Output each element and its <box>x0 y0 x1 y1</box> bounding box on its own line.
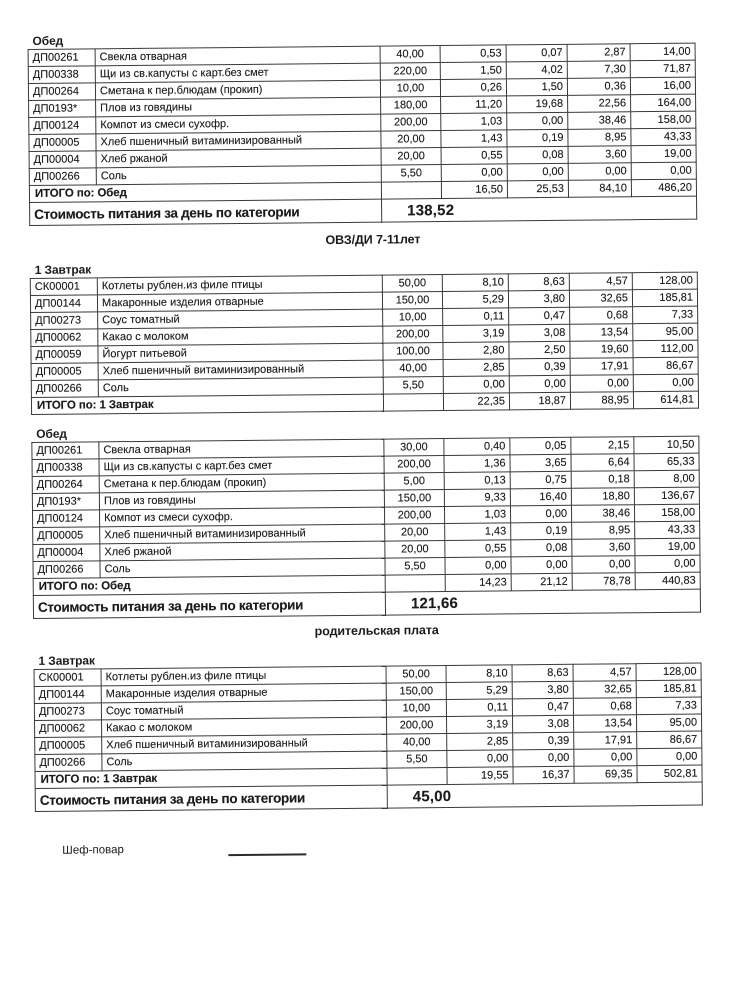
item-value: 0,55 <box>441 147 507 165</box>
document-content <box>27 28 705 858</box>
item-value: 1,03 <box>444 506 510 524</box>
total-value: 25,53 <box>507 180 568 198</box>
item-value: 19,68 <box>507 95 568 113</box>
item-name: Компот из смеси сухофр. <box>96 114 381 134</box>
item-name: Котлеты рублен.из филе птицы <box>97 275 382 295</box>
item-qty: 40,00 <box>387 734 447 752</box>
item-value: 0,75 <box>510 471 571 489</box>
item-value: 0,00 <box>509 375 570 393</box>
item-value: 32,65 <box>569 290 632 308</box>
item-value: 0,00 <box>633 374 698 392</box>
total-qty-empty <box>383 394 443 412</box>
item-value: 2,15 <box>571 437 634 455</box>
item-qty: 150,00 <box>382 292 442 310</box>
item-value: 18,80 <box>571 488 634 506</box>
item-value: 65,33 <box>634 453 699 471</box>
item-value: 164,00 <box>631 94 696 112</box>
item-value: 2,85 <box>443 359 509 377</box>
item-code: ДП00261 <box>32 442 99 460</box>
item-qty: 100,00 <box>383 343 443 361</box>
daily-cost-label: Стоимость питания за день по категории <box>30 199 382 225</box>
item-value: 1,50 <box>506 78 567 96</box>
meal-section-title: 1 Завтрак <box>34 262 92 277</box>
item-name: Соль <box>100 558 385 578</box>
item-value: 16,40 <box>510 488 571 506</box>
signature-line <box>228 842 306 856</box>
menu-section-lunch-ovz <box>31 421 703 619</box>
item-code: СК00001 <box>30 278 97 296</box>
item-value: 0,13 <box>444 472 510 490</box>
item-name: Компот из смеси сухофр. <box>99 507 384 527</box>
item-value: 0,00 <box>574 749 637 767</box>
item-qty: 30,00 <box>384 439 444 457</box>
item-value: 0,08 <box>507 146 568 164</box>
total-value: 440,83 <box>635 572 700 590</box>
item-code: ДП00124 <box>29 117 96 135</box>
item-value: 8,63 <box>512 664 573 682</box>
item-value: 10,50 <box>634 436 699 454</box>
item-value: 128,00 <box>632 272 697 290</box>
item-value: 0,00 <box>511 556 572 574</box>
category-header-parent-fee: родительская плата <box>314 623 439 639</box>
category-header-ovz: ОВЗ/ДИ 7-11лет <box>325 232 421 248</box>
item-value: 185,81 <box>632 289 697 307</box>
item-value: 0,00 <box>572 556 635 574</box>
item-code: ДП00144 <box>34 686 101 704</box>
item-value: 0,00 <box>445 557 511 575</box>
item-value: 158,00 <box>634 504 699 522</box>
total-qty-empty <box>385 575 445 593</box>
item-name: Плов из говядины <box>99 490 384 510</box>
item-value: 0,00 <box>443 376 509 394</box>
item-value: 9,33 <box>444 489 510 507</box>
item-name: Хлеб пшеничный витаминизированный <box>96 131 381 151</box>
item-value: 0,00 <box>570 375 633 393</box>
item-name: Хлеб пшеничный витаминизированный <box>102 734 387 754</box>
item-value: 0,00 <box>635 555 700 573</box>
item-qty: 180,00 <box>381 97 441 115</box>
item-value: 8,10 <box>446 665 512 683</box>
item-name: Щи из св.капусты с карт.без смет <box>95 63 380 83</box>
item-value: 3,65 <box>510 454 571 472</box>
item-name: Хлеб пшеничный витаминизированный <box>100 524 385 544</box>
item-name: Плов из говядины <box>96 97 381 117</box>
item-value: 14,00 <box>630 43 695 61</box>
item-value: 95,00 <box>636 714 701 732</box>
item-value: 3,19 <box>443 325 509 343</box>
item-value: 0,00 <box>510 505 571 523</box>
daily-cost-value: 121,66 <box>385 589 700 615</box>
item-value: 0,68 <box>570 307 633 325</box>
item-value: 32,65 <box>573 681 636 699</box>
item-value: 0,39 <box>513 732 574 750</box>
item-value: 1,43 <box>441 130 507 148</box>
item-code: ДП0193* <box>29 100 96 118</box>
item-value: 1,43 <box>445 523 511 541</box>
item-value: 7,33 <box>636 697 701 715</box>
item-code: ДП0193* <box>32 493 99 511</box>
item-name: Щи из св.капусты с карт.без смет <box>99 456 384 476</box>
item-value: 3,80 <box>512 681 573 699</box>
item-value: 16,00 <box>630 77 695 95</box>
total-value: 614,81 <box>633 391 698 409</box>
total-value: 21,12 <box>511 573 572 591</box>
item-code: СК00001 <box>34 669 101 687</box>
item-code: ДП00005 <box>31 363 98 381</box>
item-qty: 40,00 <box>383 360 443 378</box>
item-value: 17,91 <box>570 358 633 376</box>
total-value: 69,35 <box>574 766 637 784</box>
item-value: 0,19 <box>507 129 568 147</box>
item-code: ДП00124 <box>32 510 99 528</box>
item-value: 0,36 <box>567 78 630 96</box>
total-label: ИТОГО по: 1 Завтрак <box>35 768 387 788</box>
item-value: 22,56 <box>568 95 631 113</box>
item-value: 19,60 <box>570 341 633 359</box>
item-qty: 5,50 <box>383 377 443 395</box>
item-value: 19,00 <box>635 538 700 556</box>
item-code: ДП00273 <box>34 703 101 721</box>
menu-table <box>31 436 701 619</box>
item-code: ДП00338 <box>32 459 99 477</box>
item-name: Хлеб ржаной <box>96 148 381 168</box>
item-name: Котлеты рублен.из филе птицы <box>101 666 386 686</box>
item-value: 0,39 <box>509 358 570 376</box>
total-value: 19,55 <box>447 767 513 785</box>
item-value: 38,46 <box>571 505 634 523</box>
item-qty: 200,00 <box>384 507 444 525</box>
total-qty-empty <box>381 182 441 200</box>
total-value: 502,81 <box>637 765 702 783</box>
item-name: Сметана к пер.блюдам (прокип) <box>99 473 384 493</box>
item-code: ДП00261 <box>28 49 95 67</box>
item-code: ДП00266 <box>31 380 98 398</box>
item-code: ДП00005 <box>29 134 96 152</box>
item-name: Свекла отварная <box>99 439 384 459</box>
item-qty: 20,00 <box>381 131 441 149</box>
item-qty: 200,00 <box>386 717 446 735</box>
item-value: 0,11 <box>443 308 509 326</box>
total-label: ИТОГО по: 1 Завтрак <box>31 394 383 414</box>
item-value: 6,64 <box>571 454 634 472</box>
item-value: 0,07 <box>506 44 567 62</box>
item-name: Какао с молоком <box>102 717 387 737</box>
total-label: ИТОГО по: Обед <box>29 182 381 202</box>
item-code: ДП00004 <box>29 151 96 169</box>
item-qty: 200,00 <box>383 326 443 344</box>
item-value: 128,00 <box>636 663 701 681</box>
menu-section-lunch-default <box>27 28 699 226</box>
item-code: ДП00004 <box>33 544 100 562</box>
item-value: 0,05 <box>510 437 571 455</box>
item-code: ДП00264 <box>32 476 99 494</box>
item-qty: 5,50 <box>381 165 441 183</box>
item-name: Соль <box>98 377 383 397</box>
item-value: 0,53 <box>440 45 506 63</box>
item-value: 4,57 <box>569 273 632 291</box>
item-value: 1,50 <box>440 62 506 80</box>
item-name: Макаронные изделия отварные <box>101 683 386 703</box>
daily-cost-value: 138,52 <box>382 196 697 222</box>
total-value: 16,50 <box>441 181 507 199</box>
item-value: 43,33 <box>635 521 700 539</box>
menu-section-breakfast-parent <box>33 648 704 812</box>
signature-block <box>62 838 705 858</box>
item-value: 8,63 <box>508 273 569 291</box>
item-value: 0,00 <box>441 164 507 182</box>
item-value: 38,46 <box>568 112 631 130</box>
item-name: Соус томатный <box>101 700 386 720</box>
item-name: Йогурт питьевой <box>98 343 383 363</box>
item-value: 3,60 <box>568 146 631 164</box>
item-name: Какао с молоком <box>98 326 383 346</box>
item-qty: 220,00 <box>380 63 440 81</box>
item-code: ДП00266 <box>29 168 96 186</box>
item-value: 0,47 <box>509 307 570 325</box>
item-qty: 200,00 <box>381 114 441 132</box>
item-qty: 5,50 <box>387 751 447 769</box>
item-code: ДП00266 <box>35 754 102 772</box>
meal-section-title: Обед <box>36 426 67 441</box>
item-qty: 40,00 <box>380 46 440 64</box>
item-value: 2,85 <box>447 733 513 751</box>
item-value: 2,50 <box>509 341 570 359</box>
daily-cost-label: Стоимость питания за день по категории <box>33 592 385 618</box>
item-value: 0,00 <box>507 163 568 181</box>
item-value: 0,00 <box>513 749 574 767</box>
item-name: Соль <box>96 165 381 185</box>
total-value: 14,23 <box>445 574 511 592</box>
item-qty: 50,00 <box>386 666 446 684</box>
item-value: 4,02 <box>506 61 567 79</box>
item-name: Макаронные изделия отварные <box>97 292 382 312</box>
item-code: ДП00338 <box>28 66 95 84</box>
item-value: 3,60 <box>572 539 635 557</box>
item-value: 43,33 <box>631 128 696 146</box>
item-value: 0,00 <box>631 162 696 180</box>
item-code: ДП00005 <box>35 737 102 755</box>
item-value: 0,47 <box>512 698 573 716</box>
item-value: 0,68 <box>573 698 636 716</box>
item-value: 2,80 <box>443 342 509 360</box>
menu-table <box>28 43 698 226</box>
item-qty: 50,00 <box>382 275 442 293</box>
total-value: 78,78 <box>572 573 635 591</box>
item-name: Хлеб ржаной <box>100 541 385 561</box>
item-code: ДП00005 <box>33 527 100 545</box>
item-qty: 5,00 <box>384 473 444 491</box>
total-value: 84,10 <box>568 180 631 198</box>
item-value: 86,67 <box>637 731 702 749</box>
item-value: 0,00 <box>637 748 702 766</box>
item-name: Соус томатный <box>98 309 383 329</box>
menu-table <box>30 272 699 415</box>
item-value: 13,54 <box>570 324 633 342</box>
item-value: 8,95 <box>572 522 635 540</box>
total-qty-empty <box>387 768 447 786</box>
item-value: 0,55 <box>445 540 511 558</box>
item-value: 13,54 <box>573 715 636 733</box>
item-name: Соль <box>102 751 387 771</box>
total-value: 88,95 <box>570 392 633 410</box>
item-value: 8,95 <box>568 129 631 147</box>
item-qty: 10,00 <box>380 80 440 98</box>
item-value: 0,11 <box>446 699 512 717</box>
item-value: 0,00 <box>507 112 568 130</box>
item-code: ДП00062 <box>31 329 98 347</box>
chef-signature-label: Шеф-повар <box>62 844 124 857</box>
item-value: 3,08 <box>512 715 573 733</box>
item-name: Свекла отварная <box>95 46 380 66</box>
item-code: ДП00144 <box>30 295 97 313</box>
daily-cost-label: Стоимость питания за день по категории <box>35 785 387 811</box>
item-value: 0,00 <box>447 750 513 768</box>
total-value: 18,87 <box>509 392 570 410</box>
item-value: 11,20 <box>441 96 507 114</box>
item-value: 3,80 <box>508 290 569 308</box>
item-value: 0,40 <box>444 438 510 456</box>
total-value: 22,35 <box>443 393 509 411</box>
menu-table <box>34 663 703 812</box>
item-value: 19,00 <box>631 145 696 163</box>
item-value: 86,67 <box>633 357 698 375</box>
item-name: Сметана к пер.блюдам (прокип) <box>95 80 380 100</box>
item-value: 5,29 <box>446 682 512 700</box>
item-value: 158,00 <box>631 111 696 129</box>
item-qty: 150,00 <box>384 490 444 508</box>
item-value: 7,30 <box>567 61 630 79</box>
item-value: 1,03 <box>441 113 507 131</box>
item-code: ДП00062 <box>35 720 102 738</box>
item-value: 71,87 <box>630 60 695 78</box>
total-label: ИТОГО по: Обед <box>33 575 385 595</box>
item-value: 95,00 <box>633 323 698 341</box>
meal-section-title: Обед <box>32 33 64 48</box>
item-value: 0,18 <box>571 471 634 489</box>
item-qty: 20,00 <box>381 148 441 166</box>
item-value: 0,00 <box>568 163 631 181</box>
total-value: 486,20 <box>631 179 696 197</box>
item-value: 136,67 <box>634 487 699 505</box>
item-value: 0,08 <box>511 539 572 557</box>
item-value: 7,33 <box>633 306 698 324</box>
item-qty: 5,50 <box>385 558 445 576</box>
item-value: 0,26 <box>440 79 506 97</box>
item-code: ДП00264 <box>28 83 95 101</box>
item-qty: 20,00 <box>385 524 445 542</box>
item-value: 112,00 <box>633 340 698 358</box>
item-value: 8,00 <box>634 470 699 488</box>
item-code: ДП00266 <box>33 561 100 579</box>
item-value: 3,08 <box>509 324 570 342</box>
item-value: 8,10 <box>442 274 508 292</box>
item-value: 3,19 <box>446 716 512 734</box>
daily-cost-value: 45,00 <box>387 782 702 808</box>
item-qty: 10,00 <box>386 700 446 718</box>
item-value: 2,87 <box>567 44 630 62</box>
item-value: 185,81 <box>636 680 701 698</box>
item-qty: 20,00 <box>385 541 445 559</box>
item-value: 4,57 <box>573 664 636 682</box>
item-value: 17,91 <box>574 732 637 750</box>
item-code: ДП00273 <box>31 312 98 330</box>
item-code: ДП00059 <box>31 346 98 364</box>
item-qty: 10,00 <box>383 309 443 327</box>
item-value: 0,19 <box>511 522 572 540</box>
item-qty: 150,00 <box>386 683 446 701</box>
item-value: 1,36 <box>444 455 510 473</box>
item-value: 5,29 <box>442 291 508 309</box>
item-name: Хлеб пшеничный витаминизированный <box>98 360 383 380</box>
total-value: 16,37 <box>513 766 574 784</box>
item-qty: 200,00 <box>384 456 444 474</box>
menu-section-breakfast-ovz <box>30 257 701 415</box>
meal-section-title: 1 Завтрак <box>38 653 95 668</box>
